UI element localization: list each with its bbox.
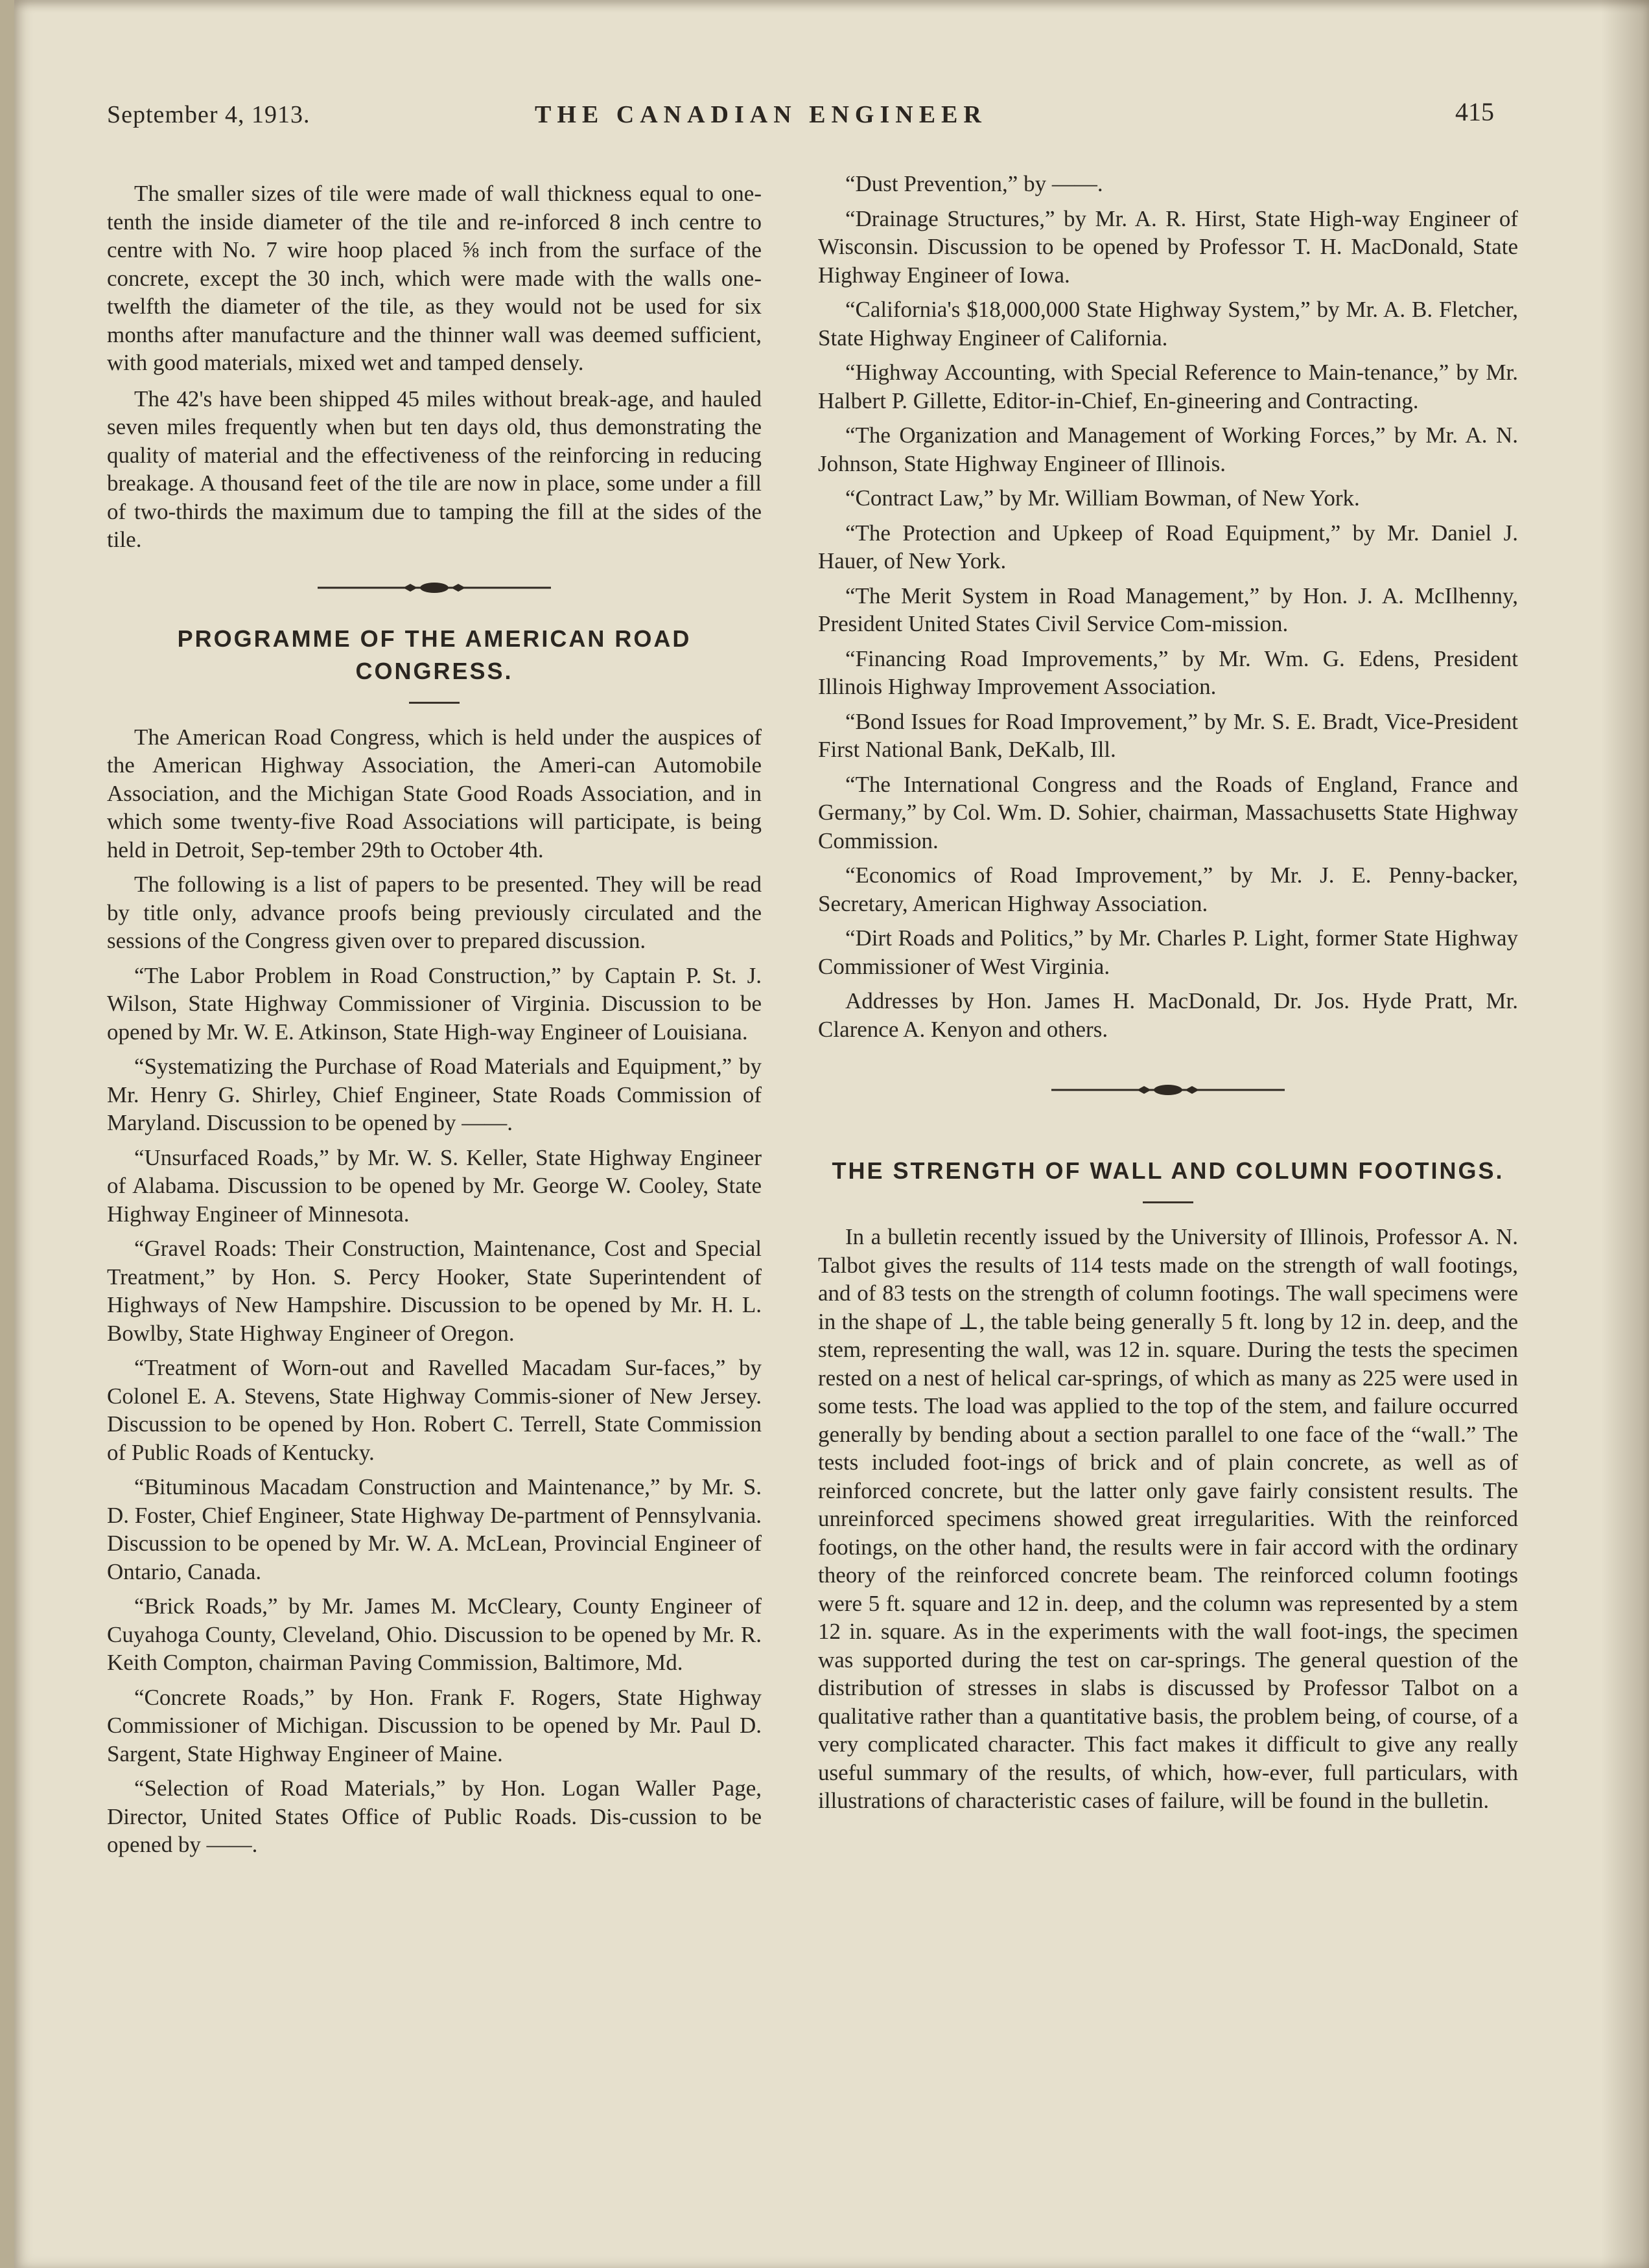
footings-paragraph: In a bulletin recently issued by the University of Illinois, Professor A. N. Talbot gives the results of 114 tests made on the strength of wall footings, and of 83 tests on the strength of column footings. The wall specimens were in the shape of ⊥, the table being generally 5 ft. long by 12 in. deep, and the stem, representing the wall, was 12 in. square. During the tests the specimen rested on a nest of helical car-springs, of which as many as 225 were used in some tests. The load was applied to the top of the stem, and failure occurred generally by bending about a section parallel to one face of the “wall.” The tests included foot-ings of brick and of plain concrete, as well as of reinforced concrete, but the latter only gave fairly consistent results. The unreinforced specimens showed great irregularities. With the reinforced footings, on the other hand, the results were in fair accord with the ordinary theory of the reinforced concrete beam. The reinforced column footings were 5 ft. square and 12 in. deep, and the column was represented by a stem 12 in. square. As in the experiments with the wall foot-ings, the specimen was supported during the test on car-springs. The general question of the distribution of stresses in slabs is discussed by Professor Talbot on a qualitative rather than a quantitative basis, the problem being, of course, of a very complicated character. This fact makes it difficult to give any really useful summary of the results, of which, how-ever, full particulars, with illustrations of characteristic cases of failure, will be found in the bulletin. <box>818 1224 1518 1813</box>
section-divider-ornament <box>318 580 551 596</box>
programme-heading: PROGRAMME OF THE AMERICAN ROAD CONGRESS. <box>177 625 692 684</box>
paper-entry: “The Labor Problem in Road Construction,” by Captain P. St. J. Wilson, State Highway Commissioner of Virginia. Discussion to be opened by Mr. W. E. Atkinson, State High-way Engineer of Louisiana. <box>107 962 762 1045</box>
page-number: 415 <box>1455 97 1494 126</box>
congress-paragraph: The following is a list of papers to be presented. They will be read by title only, advance proofs being previously circulated and the sessions of the Congress given over to prepared discussion. <box>107 872 762 953</box>
paper-entry: “Gravel Roads: Their Construction, Maintenance, Cost and Special Treatment,” by Hon. S. Percy Hooker, State Superintendent of Highways of New Hampshire. Discussion to be opened by Mr. H. L. Bowlby, State Highway Engineer of Oregon. <box>107 1236 762 1346</box>
paper-entry: “Contract Law,” by Mr. William Bowman, of New York. <box>845 485 1360 511</box>
heading-rule <box>409 702 460 704</box>
tile-paragraph: The 42's have been shipped 45 miles without break-age, and hauled seven miles frequently when but ten days old, thus demonstrating the quality of material and the effectiveness of the reinforcing in reducing breakage. A thousand feet of the tile are now in place, some under a fill of two-thirds the maximum due to tamping the fill at the sides of the tile. <box>107 386 762 552</box>
heading-rule <box>1143 1201 1193 1203</box>
issue-date: September 4, 1913. <box>107 101 310 128</box>
addresses-paragraph: Addresses by Hon. James H. MacDonald, Dr. Jos. Hyde Pratt, Mr. Clarence A. Kenyon and others. <box>818 988 1518 1042</box>
section-divider-ornament <box>1051 1082 1285 1098</box>
paper-entry: “Drainage Structures,” by Mr. A. R. Hirst, State High-way Engineer of Wisconsin. Discussion to be opened by Professor T. H. MacDonald, State Highway Engineer of Iowa. <box>818 205 1518 288</box>
paper-entry: “Concrete Roads,” by Hon. Frank F. Rogers, State Highway Commissioner of Michigan. Discussion to be opened by Mr. Paul D. Sargent, State Highway Engineer of Maine. <box>107 1684 762 1766</box>
paper-entry: “The Organization and Management of Working Forces,” by Mr. A. N. Johnson, State Highway Engineer of Illinois. <box>818 422 1518 476</box>
paper-entry: “Unsurfaced Roads,” by Mr. W. S. Keller, State Highway Engineer of Alabama. Discussion to be opened by Mr. George W. Cooley, State Highway Engineer of Minnesota. <box>107 1144 762 1227</box>
binding-shadow <box>1601 0 1649 2268</box>
paper-entry: “Systematizing the Purchase of Road Materials and Equipment,” by Mr. Henry G. Shirley, Chief Engineer, State Roads Commission of Maryland. Discussion to be opened by ——. <box>107 1054 762 1135</box>
congress-paragraph: The American Road Congress, which is held under the auspices of the American Highway Association, the Ameri-can Automobile Association, and the Michigan State Good Roads Association, and in which some twenty-five Road Associations will participate, is being held in Detroit, Sep-tember 29th to October 4th. <box>107 724 762 862</box>
left-column <box>107 179 762 1866</box>
paper-entry: “Financing Road Improvements,” by Mr. Wm. G. Edens, President Illinois Highway Improvement Association. <box>818 645 1518 699</box>
paper-entry: “Dust Prevention,” by ——. <box>845 171 1103 196</box>
paper-entry: “Selection of Road Materials,” by Hon. Logan Waller Page, Director, United States Office of Public Roads. Dis-cussion to be opened by ——. <box>107 1776 762 1857</box>
paper-entry: “The Merit System in Road Management,” by Hon. J. A. McIlhenny, President United States Civil Service Com-mission. <box>818 583 1518 636</box>
paper-entry: “The Protection and Upkeep of Road Equipment,” by Mr. Daniel J. Hauer, of New York. <box>818 520 1518 573</box>
paper-entry: “Economics of Road Improvement,” by Mr. J. E. Penny-backer, Secretary, American Highway Association. <box>818 862 1518 916</box>
paper-entry: “The International Congress and the Roads of England, France and Germany,” by Col. Wm. D. Sohier, chairman, Massachusetts State Highway Commission. <box>818 771 1518 853</box>
paper-entry: “Dirt Roads and Politics,” by Mr. Charles P. Light, former State Highway Commissioner of West Virginia. <box>818 925 1518 979</box>
tile-paragraph: The smaller sizes of tile were made of wall thickness equal to one-tenth the inside diameter of the tile and re-inforced 8 inch centre to centre with No. 7 wire hoop placed ⅝ inch from the surface of the concrete, except the 30 inch, which were made with the walls one-twelfth the diameter of the tile, as they would not be used for six months after manufacture and the thinner wall was deemed sufficient, with good materials, mixed wet and tamped densely. <box>107 181 762 375</box>
paper-entry: “Highway Accounting, with Special Reference to Main-tenance,” by Mr. Halbert P. Gillette, Editor-in-Chief, En-gineering and Contracting. <box>818 360 1518 413</box>
right-column <box>818 170 1518 1823</box>
paper-entry: “Bond Issues for Road Improvement,” by Mr. S. E. Bradt, Vice-President First National Bank, DeKalb, Ill. <box>818 708 1518 762</box>
journal-title: THE CANADIAN ENGINEER <box>535 101 987 128</box>
footings-heading: THE STRENGTH OF WALL AND COLUMN FOOTINGS. <box>832 1157 1504 1184</box>
paper-entry: “Bituminous Macadam Construction and Maintenance,” by Mr. S. D. Foster, Chief Engineer, State Highway De-partment of Pennsylvania. Discussion to be opened by Mr. W. A. McLean, Provincial Engineer of Ontario, Canada. <box>107 1474 762 1584</box>
paper-entry: “Treatment of Worn-out and Ravelled Macadam Sur-faces,” by Colonel E. A. Stevens, State Highway Commis-sioner of New Jersey. Discussion to be opened by Hon. Robert C. Terrell, State Commission of Public Roads of Kentucky. <box>107 1355 762 1465</box>
running-header <box>107 97 1501 146</box>
paper-entry: “Brick Roads,” by Mr. James M. McCleary, County Engineer of Cuyahoga County, Cleveland, Ohio. Discussion to be opened by Mr. R. Keith Compton, chairman Paving Commission, Baltimore, Md. <box>107 1593 762 1675</box>
paper-entry: “California's $18,000,000 State Highway System,” by Mr. A. B. Fletcher, State Highway Engineer of California. <box>818 297 1518 351</box>
